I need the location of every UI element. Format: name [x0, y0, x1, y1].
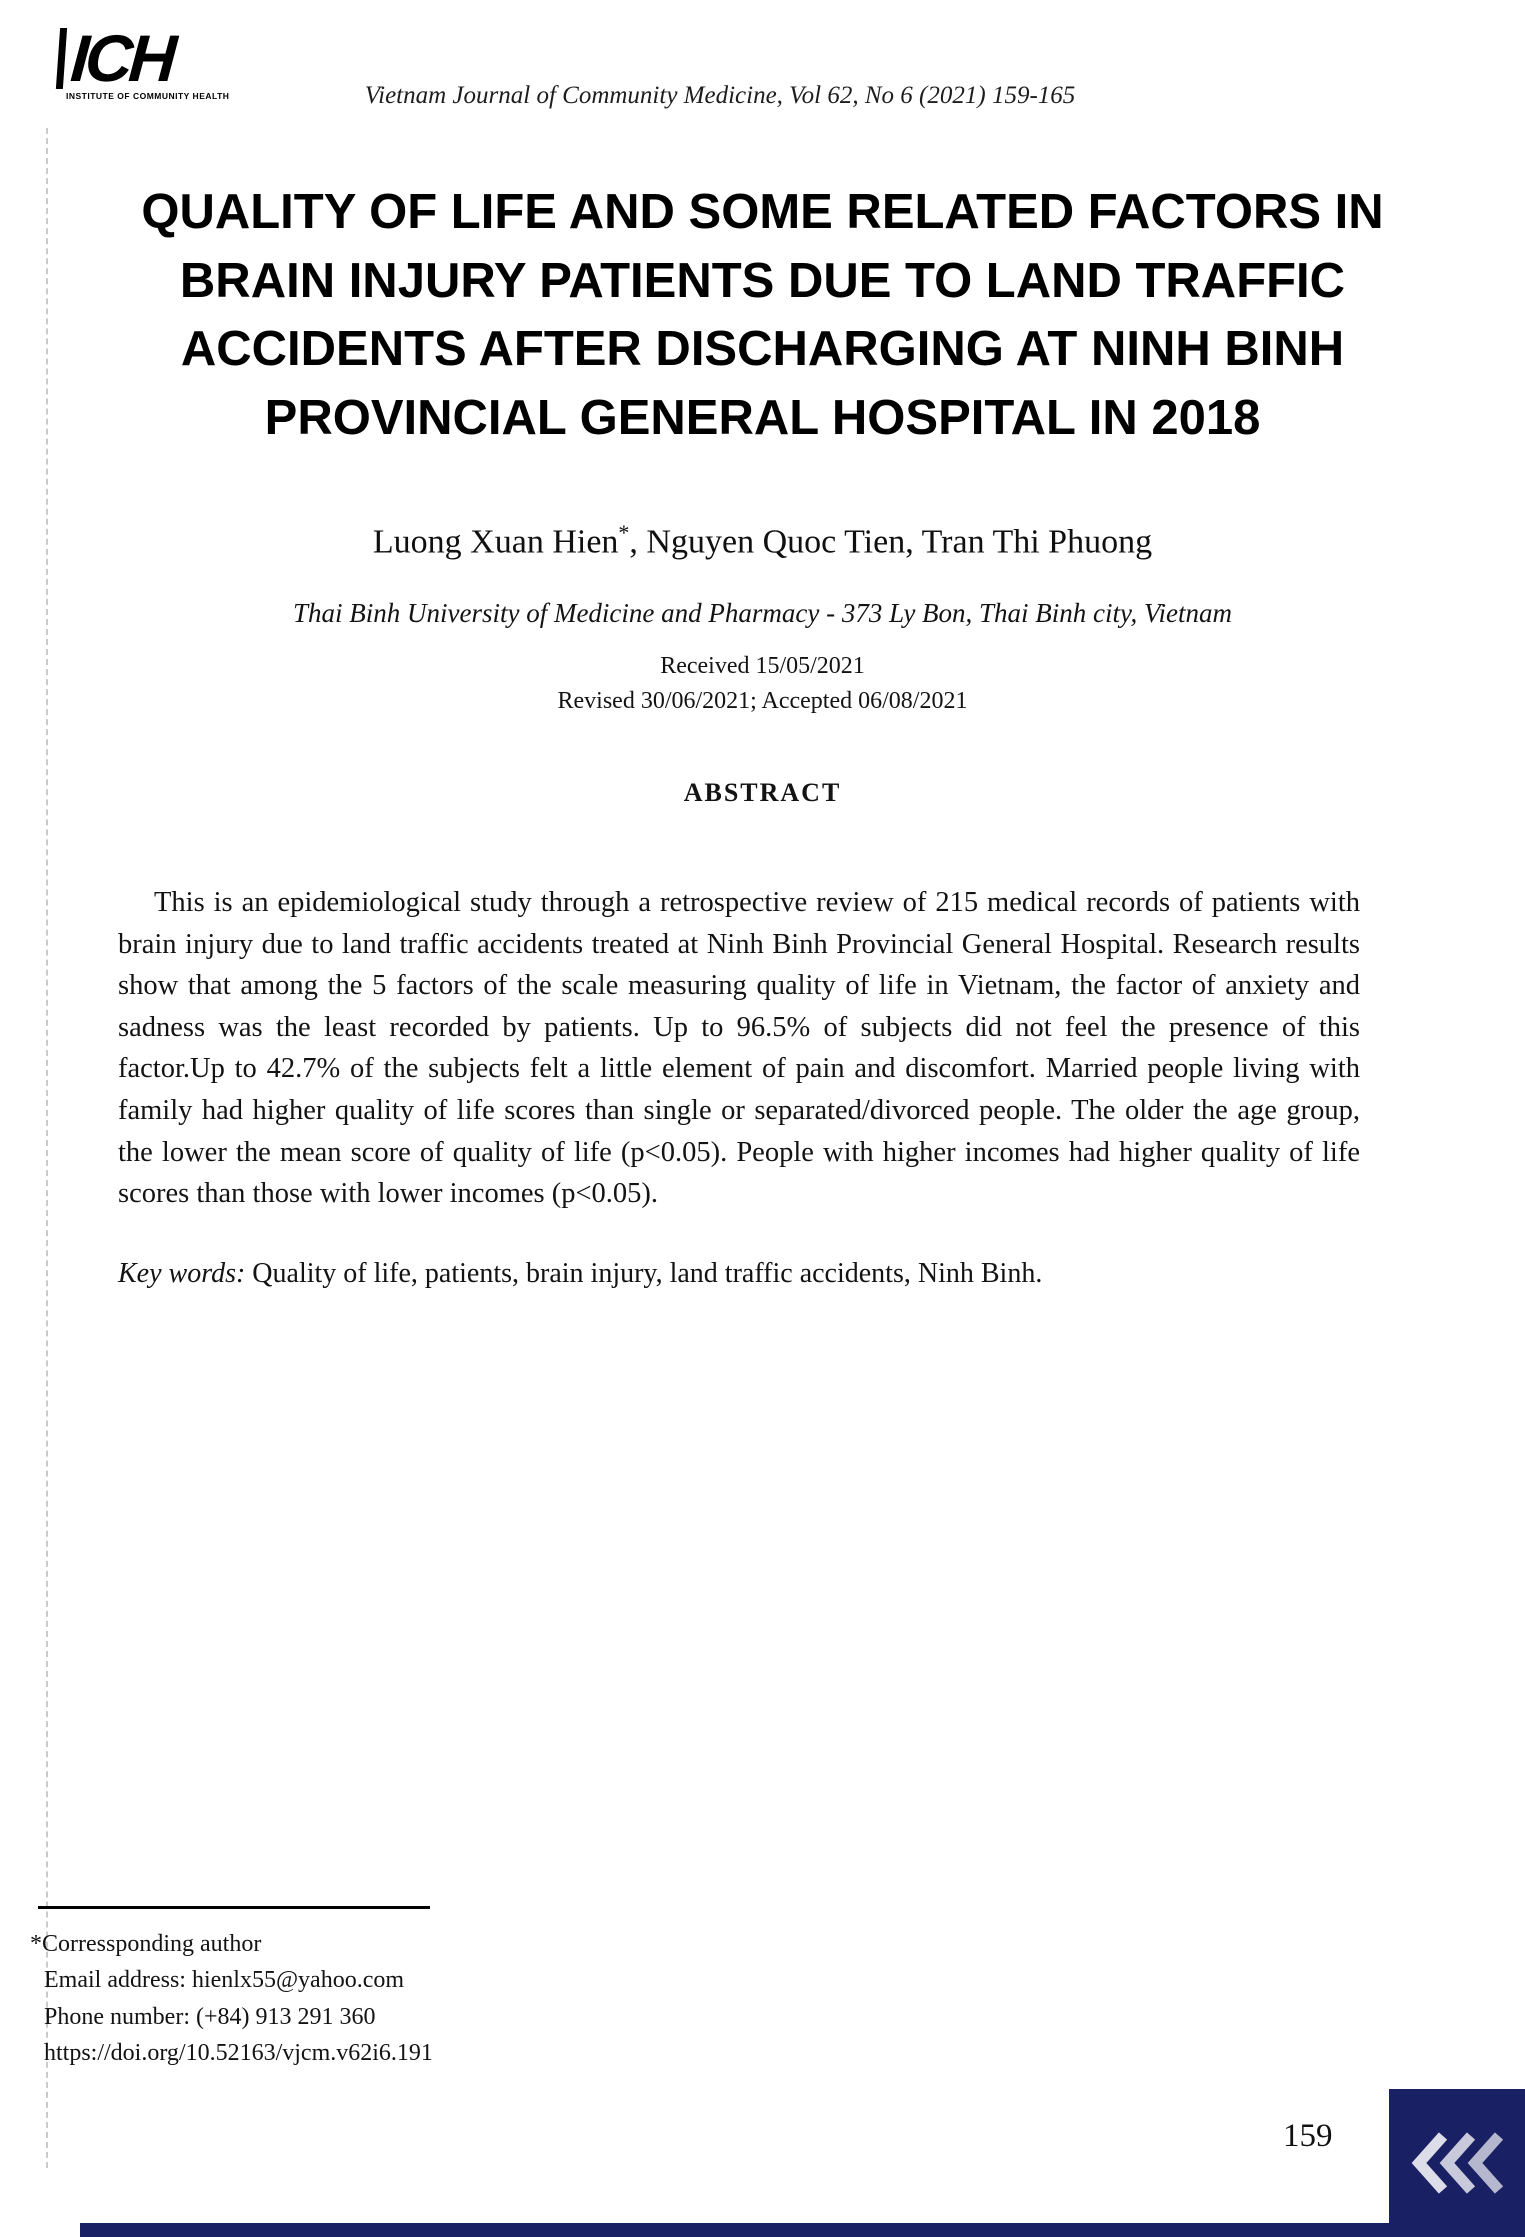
footnote-corresponding-author: *Corressponding author — [30, 1931, 262, 1957]
article-title — [70, 178, 1455, 452]
triple-left-chevrons-icon — [1409, 2130, 1505, 2196]
footnote-divider — [38, 1906, 430, 1909]
article-title-line-2: BRAIN INJURY PATIENTS DUE TO LAND TRAFFIC — [179, 253, 1346, 308]
footnotes-block — [30, 1926, 433, 2072]
article-title-line-4: PROVINCIAL GENERAL HOSPITAL IN 2018 — [264, 390, 1261, 445]
footnote-email: Email address: hienlx55@yahoo.com — [44, 1967, 405, 1994]
footnote-doi: https://doi.org/10.52163/vjcm.v62i6.191 — [44, 2040, 433, 2067]
scan-artifact-line — [46, 128, 48, 2168]
abstract-text: This is an epidemiological study through a retrospective review of 215 medical records of patients with brain injury due to land traffic accidents treated at Ninh Binh Provincial General Hospital. Research results show that among the 5 factors of the scale measuring quality of life in Vietnam, the factor of anxiety and sadness was the least recorded by patients. Up to 96.5% of subjects did not feel the presence of this factor.Up to 42.7% of the subjects felt a little element of pain and discomfort. Married people living with family had higher quality of life scores than single or separated/divorced people. The older the age group, the lower the mean score of quality of life (p<0.05). People with higher incomes had higher quality of life scores than those with lower incomes (p<0.05). — [118, 887, 1360, 1210]
corresponding-author-asterisk: * — [618, 520, 630, 545]
keywords-line — [118, 1258, 1360, 1290]
logo-ich-icon: ICH — [56, 28, 260, 89]
page-bottom-bar — [80, 2223, 1525, 2237]
article-title-line-1: QUALITY OF LIFE AND SOME RELATED FACTORS IN — [141, 185, 1384, 239]
keywords-text: Quality of life, patients, brain injury, land traffic accidents, Ninh Binh. — [245, 1258, 1043, 1289]
affiliation-line: Thai Binh University of Medicine and Pharmacy - 373 Ly Bon, Thai Binh city, Vietnam — [292, 598, 1233, 628]
logo-caption: INSTITUTE OF COMMUNITY HEALTH — [66, 90, 230, 101]
keywords-label: Key words: — [118, 1258, 246, 1289]
corner-navy-box — [1389, 2089, 1525, 2237]
journal-citation-line: Vietnam Journal of Community Medicine, Vol 62, No 6 (2021) 159-165 — [364, 82, 1076, 109]
abstract-heading: ABSTRACT — [683, 778, 842, 807]
authors-rest: , Nguyen Quoc Tien, Tran Thi Phuong — [629, 523, 1153, 561]
page-number: 159 — [1283, 2118, 1333, 2154]
article-title-line-3: ACCIDENTS AFTER DISCHARGING AT NINH BINH — [180, 322, 1345, 377]
author-first: Luong Xuan Hien — [372, 523, 619, 561]
authors-line — [0, 520, 1525, 561]
revised-accepted-dates: Revised 30/06/2021; Accepted 06/08/2021 — [557, 688, 968, 714]
footnote-phone: Phone number: (+84) 913 291 360 — [44, 2003, 376, 2030]
received-date: Received 15/05/2021 — [660, 653, 865, 679]
journal-logo — [58, 21, 258, 101]
